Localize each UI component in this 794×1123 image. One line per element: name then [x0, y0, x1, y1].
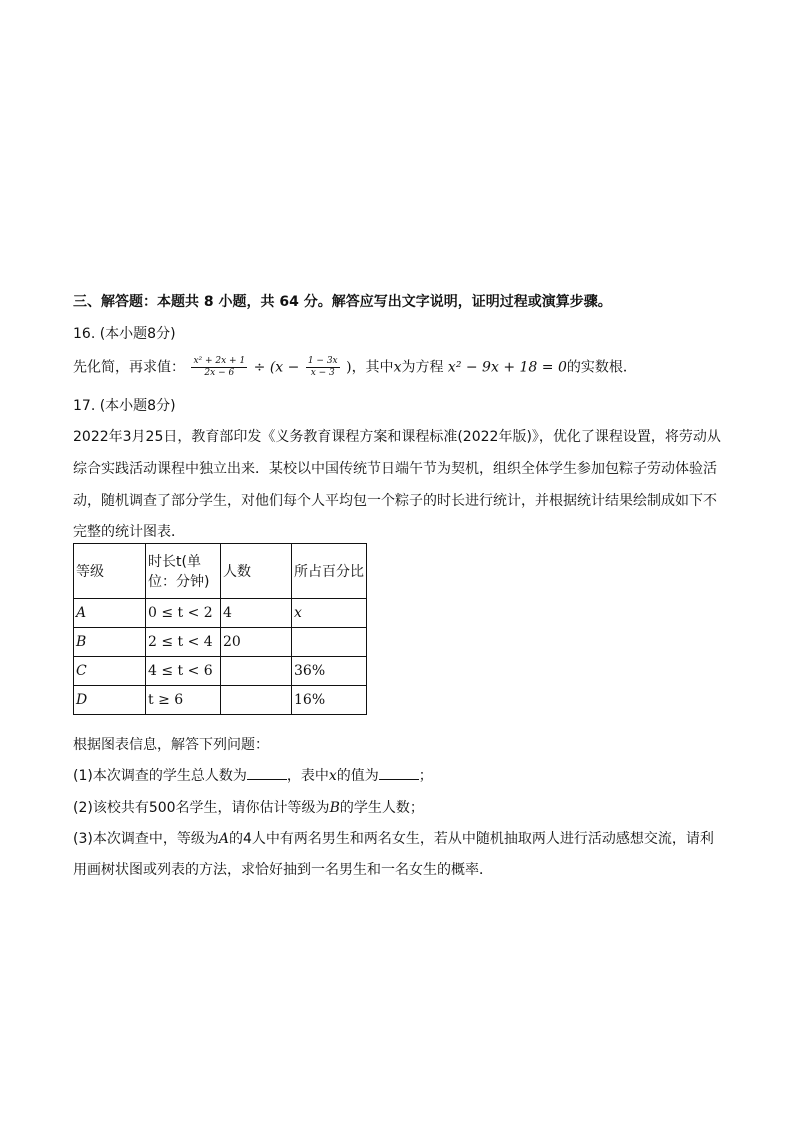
q16-divide-sign: ÷ [253, 359, 266, 376]
q16-problem [73, 356, 637, 379]
q2-text-b: 的学生人数； [339, 800, 424, 816]
table-cell [292, 628, 367, 657]
table-cell: 4 [221, 599, 292, 628]
q3-text-b: 的4人中有两名男生和两名女生，若从中随机抽取两人进行活动感想交流，请利 [228, 831, 714, 847]
q2-var: B [329, 800, 340, 816]
answer-blank [379, 767, 419, 780]
table-cell: 2 ≤ t < 4 [146, 628, 221, 657]
q16-equation: x² − 9x + 18 = 0 [447, 359, 567, 376]
q3-var: A [218, 831, 229, 847]
q17-subquestion-1 [73, 765, 433, 785]
table-cell: C [74, 657, 146, 686]
table-cell: 36% [292, 657, 367, 686]
q1-text-a: (1)本次调查的学生总人数为 [73, 768, 247, 784]
q16-paren-close: ) [346, 359, 352, 376]
q17-subquestion-3 [73, 828, 714, 848]
table-row [74, 628, 367, 657]
q17-paragraph-line-1: 2022年3月25日，教育部印发《义务教育课程方案和课程标准(2022年版)》，优化了课程设置，将劳动从 [73, 429, 721, 445]
q16-frac1-numerator: x² + 2x + 1 [193, 356, 246, 366]
table-row [74, 686, 367, 715]
table-cell: 4 ≤ t < 6 [146, 657, 221, 686]
q17-paragraph-line-3: 动，随机调查了部分学生，对他们每个人平均包一个粽子的时长进行统计，并根据统计结果绘制成如下不 [73, 493, 717, 509]
q16-text-after: 的实数根． [566, 359, 637, 376]
table-cell: 16% [292, 686, 367, 715]
header-time-line1: 时长t(单 [148, 554, 201, 570]
table-cell: 0 ≤ t < 2 [146, 599, 221, 628]
table-row [74, 599, 367, 628]
q17-paragraph-line-4: 完整的统计图表． [73, 524, 185, 540]
table-cell: 20 [221, 628, 292, 657]
q2-text-a: (2)该校共有500名学生，请你估计等级为 [73, 800, 330, 816]
header-time-line2: 位：分钟) [148, 574, 210, 590]
q16-frac2-denominator: x − 3 [310, 368, 335, 378]
q17-paragraph-line-2: 综合实践活动课程中独立出来．某校以中国传统节日端午节为契机，组织全体学生参加包粽子劳动体验活 [73, 461, 717, 477]
q17-title: 17. (本小题8分) [73, 398, 176, 414]
q16-fraction-1 [191, 356, 247, 379]
table-header-cell [146, 544, 221, 599]
table-header-cell: 等级 [74, 544, 146, 599]
q1-text-b: ，表中 [286, 768, 329, 784]
q16-var: x [393, 359, 402, 376]
table-header-cell: 所占百分比 [292, 544, 367, 599]
q16-paren-open: (x − [269, 359, 300, 376]
q16-title: 16. (本小题8分) [73, 326, 176, 342]
q1-text-c: 的值为 [336, 768, 379, 784]
q16-text-before: 先化简，再求值： [73, 359, 185, 376]
table-header-cell: 人数 [221, 544, 292, 599]
q17-intro: 根据图表信息，解答下列问题： [73, 737, 269, 753]
q16-text-mid2: 为方程 [401, 359, 444, 376]
q1-text-d: ； [418, 768, 433, 784]
q3-text-a: (3)本次调查中，等级为 [73, 831, 219, 847]
table-cell [221, 686, 292, 715]
table-cell [221, 657, 292, 686]
q16-fraction-2 [306, 356, 340, 379]
q17-subquestion-3-line-2: 用画树状图或列表的方法，求恰好抽到一名男生和一名女生的概率． [73, 862, 493, 878]
table-cell: t ≥ 6 [146, 686, 221, 715]
table-cell: A [74, 599, 146, 628]
answer-blank [247, 767, 287, 780]
table-header-row [74, 544, 367, 599]
q17-subquestion-2 [73, 797, 424, 817]
stats-table [73, 543, 367, 715]
section-header: 三、解答题：本题共 8 小题，共 64 分。解答应写出文字说明，证明过程或演算步骤。 [73, 294, 612, 310]
q16-frac1-denominator: 2x − 6 [204, 368, 235, 378]
table-row [74, 657, 367, 686]
table-cell: B [74, 628, 146, 657]
q16-frac2-numerator: 1 − 3x [307, 356, 338, 366]
table-cell: x [292, 599, 367, 628]
table-cell: D [74, 686, 146, 715]
q1-var: x [328, 768, 337, 784]
q16-text-mid: ，其中 [351, 359, 394, 376]
